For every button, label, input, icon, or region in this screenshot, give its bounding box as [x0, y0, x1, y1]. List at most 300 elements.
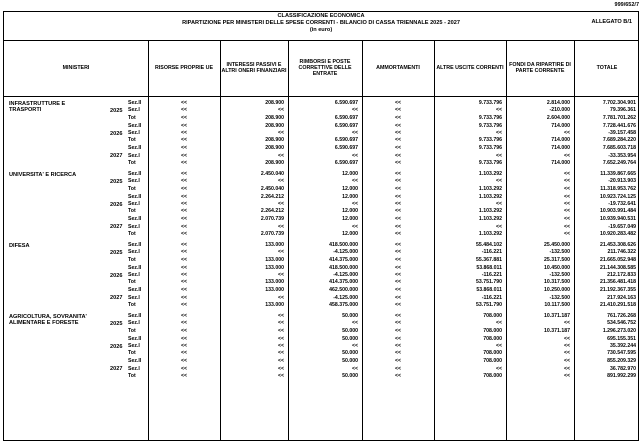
row-section-label: Sez.II [128, 242, 142, 248]
row-section-label: Sez.I [128, 152, 140, 159]
table-cell: 714.000 [551, 145, 570, 152]
table-cell: << [563, 365, 570, 372]
table-row [4, 208, 638, 215]
table-cell: << [394, 249, 402, 256]
table-cell: -33.353.954 [608, 152, 636, 159]
table-cell: 6.590.697 [334, 100, 358, 106]
table-cell: 133.000 [265, 287, 284, 294]
table-cell: 6.590.697 [334, 145, 358, 152]
table-cell: << [180, 223, 188, 230]
table-frame [3, 11, 639, 441]
row-section-label: Tot [128, 185, 136, 192]
allegato-label: ALLEGATO B/1 [591, 19, 632, 25]
table-cell: << [563, 178, 570, 185]
table-cell: << [495, 152, 502, 159]
col-fondi: FONDI DA RIPARTIRE DI PARTE CORRENTE [509, 61, 571, 74]
year-label: 2025 [110, 107, 123, 114]
table-cell: 53.868.011 [476, 287, 502, 294]
table-row [4, 171, 638, 178]
table-cell: << [351, 178, 358, 185]
table-cell: 21.192.367.355 [599, 287, 636, 294]
table-cell: -210.000 [549, 107, 570, 114]
table-row [4, 366, 638, 373]
table-cell: << [180, 178, 188, 185]
table-cell: << [180, 373, 188, 379]
table-cell: << [277, 294, 284, 301]
table-cell: << [180, 294, 188, 301]
table-cell: << [180, 114, 188, 121]
table-cell: -39.157.458 [608, 130, 636, 136]
col-ammortamenti: AMMORTAMENTI [376, 64, 420, 71]
year-label: 2027 [110, 366, 123, 373]
table-cell: << [394, 264, 402, 271]
table-cell: << [277, 358, 284, 365]
table-cell: << [394, 294, 402, 301]
table-cell: << [394, 373, 402, 379]
table-cell: 55.367.881 [476, 256, 502, 263]
table-cell: << [180, 327, 188, 334]
table-cell: << [180, 107, 188, 114]
table-cell: << [180, 264, 188, 271]
table-row [4, 287, 638, 294]
table-cell: 53.751.790 [476, 279, 502, 286]
year-label: 2027 [110, 295, 123, 302]
table-cell: << [277, 249, 284, 256]
table-cell: 2.604.000 [546, 114, 570, 121]
row-section-label: Sez.I [128, 272, 140, 278]
table-cell: 208.900 [265, 160, 284, 166]
table-cell: 9.733.796 [478, 114, 502, 121]
table-cell: << [180, 231, 188, 237]
table-cell: << [180, 201, 188, 207]
table-cell: 11.318.953.762 [600, 185, 636, 192]
table-row [4, 130, 638, 137]
table-row [4, 328, 638, 335]
table-cell: << [351, 152, 358, 159]
table-cell: 50.000 [342, 358, 358, 365]
table-cell: << [394, 231, 402, 237]
table-row [4, 336, 638, 343]
table-cell: 50.000 [342, 335, 358, 342]
table-cell: 695.155.351 [607, 335, 636, 342]
row-section-label: Sez.II [128, 193, 142, 200]
table-cell: 50.000 [342, 327, 358, 334]
table-cell: 708.000 [483, 327, 502, 334]
table-cell: << [394, 327, 402, 334]
title-line-3: (in euro) [309, 27, 333, 33]
table-row [4, 201, 638, 208]
row-section-label: Sez.I [128, 223, 140, 230]
table-cell: << [394, 160, 402, 166]
table-cell: 21.410.291.518 [599, 302, 636, 308]
table-cell: << [277, 130, 284, 136]
row-section-label: Sez.II [128, 358, 142, 365]
row-section-label: Sez.I [128, 107, 140, 114]
table-cell: 414.375.000 [329, 256, 358, 263]
table-cell: << [277, 373, 284, 379]
col-risorse: RISORSE PROPRIE UE [155, 64, 213, 71]
table-cell: 7.685.603.718 [602, 145, 636, 152]
year-label: 2027 [110, 224, 123, 231]
table-cell: << [394, 350, 402, 357]
row-section-label: Sez.II [128, 335, 142, 342]
row-section-label: Sez.II [128, 122, 142, 129]
row-section-label: Tot [128, 137, 136, 144]
table-row [4, 115, 638, 122]
row-section-label: Sez.II [128, 313, 142, 319]
table-cell: -132.500 [549, 272, 570, 278]
table-cell: 891.992.299 [607, 373, 636, 379]
table-cell: 6.590.697 [334, 114, 358, 121]
table-cell: 10.939.940.531 [599, 216, 636, 223]
table-cell: << [180, 365, 188, 372]
year-label: 2025 [110, 320, 123, 327]
year-label: 2025 [110, 249, 123, 256]
table-cell: << [563, 208, 570, 215]
table-cell: 9.733.796 [478, 145, 502, 152]
table-cell: << [394, 302, 402, 308]
table-cell: << [180, 279, 188, 286]
table-cell: 714.000 [551, 122, 570, 129]
row-section-label: Sez.II [128, 264, 142, 271]
table-cell: 21.665.052.948 [599, 256, 636, 263]
table-cell: 50.000 [342, 373, 358, 379]
table-cell: 35.392.244 [610, 343, 636, 349]
table-cell: 708.000 [483, 313, 502, 319]
table-cell: << [277, 343, 284, 349]
table-cell: 208.900 [265, 100, 284, 106]
table-cell: << [180, 320, 188, 327]
table-cell: << [563, 231, 570, 237]
table-cell: -116.221 [481, 272, 502, 278]
table-cell: << [180, 160, 188, 166]
table-cell: 6.590.697 [334, 137, 358, 144]
table-row [4, 343, 638, 350]
row-section-label: Tot [128, 160, 136, 166]
table-row [4, 313, 638, 320]
year-label: 2026 [110, 201, 123, 208]
ministry-name-line: ALIMENTARE E FORESTE [9, 320, 79, 327]
row-section-label: Tot [128, 256, 136, 263]
table-cell: << [277, 320, 284, 327]
table-cell: << [180, 216, 188, 223]
table-cell: << [394, 107, 402, 114]
row-section-label: Sez.II [128, 171, 142, 177]
table-row [4, 160, 638, 167]
table-cell: 1.103.292 [478, 208, 502, 215]
table-cell: 1.296.273.020 [602, 327, 636, 334]
table-cell: << [351, 320, 358, 327]
table-cell: 7.728.441.676 [602, 122, 636, 129]
table-cell: << [394, 287, 402, 294]
table-row [4, 265, 638, 272]
table-cell: -116.221 [481, 249, 502, 256]
ministry-name-line: UNIVERSITA' E RICERCA [9, 172, 77, 178]
ministry-name-line: AGRICOLTURA, SOVRANITA' [9, 314, 87, 320]
ministry-name-line: TRASPORTI [9, 107, 42, 114]
table-cell: << [277, 327, 284, 334]
table-cell: 10.920.283.482 [599, 231, 636, 237]
table-cell: -20.913.903 [608, 178, 636, 185]
table-cell: << [277, 152, 284, 159]
table-cell: << [394, 114, 402, 121]
table-cell: 10.371.187 [544, 313, 570, 319]
table-cell: 53.751.790 [476, 302, 502, 308]
table-cell: 55.484.102 [476, 242, 502, 248]
row-section-label: Sez.II [128, 145, 142, 152]
table-cell: << [351, 343, 358, 349]
table-cell: << [351, 107, 358, 114]
table-cell: 208.900 [265, 122, 284, 129]
table-cell: 708.000 [483, 335, 502, 342]
table-cell: << [180, 171, 188, 177]
table-cell: 1.103.292 [478, 216, 502, 223]
row-section-label: Sez.I [128, 294, 140, 301]
table-cell: 133.000 [265, 302, 284, 308]
table-cell: << [495, 178, 502, 185]
table-cell: 9.733.796 [478, 100, 502, 106]
table-cell: 133.000 [265, 256, 284, 263]
table-cell: 12.000 [342, 208, 358, 215]
table-cell: << [180, 313, 188, 319]
table-cell: 50.000 [342, 313, 358, 319]
table-cell: 12.000 [342, 185, 358, 192]
table-cell: << [495, 320, 502, 327]
table-cell: << [394, 216, 402, 223]
table-cell: << [495, 130, 502, 136]
table-cell: << [394, 201, 402, 207]
table-cell: 462.500.000 [329, 287, 358, 294]
table-cell: << [180, 256, 188, 263]
table-cell: << [563, 193, 570, 200]
col-interessi: INTERESSI PASSIVI E ALTRI ONERI FINANZIARI [221, 61, 287, 74]
table-row [4, 194, 638, 201]
table-cell: << [394, 185, 402, 192]
table-cell: 10.450.000 [544, 264, 570, 271]
table-cell: 708.000 [483, 358, 502, 365]
year-label: 2025 [110, 178, 123, 185]
table-cell: << [277, 350, 284, 357]
table-cell: 7.652.249.764 [602, 160, 636, 166]
table-cell: << [394, 223, 402, 230]
table-cell: 2.450.040 [260, 171, 284, 177]
table-cell: 10.250.000 [544, 287, 570, 294]
table-cell: << [180, 272, 188, 278]
row-section-label: Sez.I [128, 365, 140, 372]
table-cell: << [180, 358, 188, 365]
table-cell: << [277, 178, 284, 185]
table-cell: << [180, 130, 188, 136]
table-row [4, 224, 638, 231]
row-section-label: Tot [128, 231, 136, 237]
table-cell: 133.000 [265, 264, 284, 271]
table-cell: -4.125.000 [333, 249, 358, 256]
col-totale: TOTALE [596, 64, 618, 71]
table-cell: 10.903.991.484 [599, 208, 636, 215]
title-line-2: RIPARTIZIONE PER MINISTERI DELLE SPESE CORRENTI - BILANCIO DI CASSA TRIENNALE 2025 - 2027 [182, 20, 460, 26]
table-cell: 12.000 [342, 231, 358, 237]
table-cell: -19.732.641 [608, 201, 636, 207]
table-cell: << [563, 350, 570, 357]
row-section-label: Tot [128, 114, 136, 121]
table-cell: << [277, 201, 284, 207]
table-row [4, 279, 638, 286]
table-row [4, 242, 638, 249]
ministry-name-line: DIFESA [9, 243, 30, 249]
table-cell: << [351, 365, 358, 372]
table-cell: << [563, 171, 570, 177]
table-cell: 11.339.867.665 [600, 171, 636, 177]
table-row [4, 107, 638, 114]
table-cell: 7.689.284.220 [602, 137, 636, 144]
table-cell: 2.264.212 [260, 193, 284, 200]
table-cell: 458.375.000 [329, 302, 358, 308]
table-row [4, 249, 638, 256]
table-cell: << [394, 242, 402, 248]
table-cell: 534.546.752 [607, 320, 636, 327]
table-cell: << [563, 223, 570, 230]
table-row [4, 145, 638, 152]
table-cell: 208.900 [265, 145, 284, 152]
year-label: 2026 [110, 343, 123, 350]
table-cell: 12.000 [342, 193, 358, 200]
table-cell: << [563, 343, 570, 349]
table-cell: -132.500 [549, 249, 570, 256]
table-row [4, 358, 638, 365]
table-cell: << [394, 178, 402, 185]
table-cell: << [394, 137, 402, 144]
row-section-label: Sez.I [128, 201, 140, 207]
table-cell: << [495, 107, 502, 114]
table-cell: << [180, 137, 188, 144]
table-row [4, 295, 638, 302]
table-cell: 21.144.308.585 [599, 264, 636, 271]
table-row [4, 123, 638, 130]
table-cell: << [394, 152, 402, 159]
table-cell: 79.396.361 [610, 107, 636, 114]
table-cell: 10.371.187 [544, 327, 570, 334]
table-cell: 6.590.697 [334, 122, 358, 129]
table-row [4, 320, 638, 327]
year-label: 2027 [110, 153, 123, 160]
table-cell: << [495, 343, 502, 349]
table-cell: 2.264.212 [260, 208, 284, 215]
table-cell: << [277, 365, 284, 372]
table-cell: << [394, 313, 402, 319]
table-cell: 7.781.701.262 [602, 114, 636, 121]
table-cell: << [351, 130, 358, 136]
table-cell: << [394, 272, 402, 278]
table-cell: << [180, 185, 188, 192]
table-cell: << [394, 122, 402, 129]
table-cell: 9.733.796 [478, 122, 502, 129]
table-cell: 730.547.595 [607, 350, 636, 357]
table-cell: 761.726.268 [607, 313, 636, 319]
table-row [4, 231, 638, 238]
table-cell: 2.070.739 [260, 216, 284, 223]
table-row [4, 216, 638, 223]
table-title-block [4, 12, 638, 41]
table-cell: 418.500.000 [329, 242, 358, 248]
table-row [4, 100, 638, 107]
table-cell: << [563, 201, 570, 207]
table-cell: 10.317.500 [544, 279, 570, 286]
table-cell: << [563, 152, 570, 159]
table-cell: 714.000 [551, 160, 570, 166]
table-cell: << [180, 100, 188, 106]
table-cell: 1.103.292 [478, 193, 502, 200]
table-cell: << [180, 242, 188, 248]
table-cell: -19.657.049 [608, 223, 636, 230]
table-cell: 25.450.000 [544, 242, 570, 248]
table-row [4, 373, 638, 380]
table-row [4, 350, 638, 357]
table-cell: 714.000 [551, 137, 570, 144]
year-label: 2026 [110, 272, 123, 279]
table-cell: << [277, 107, 284, 114]
table-row [4, 272, 638, 279]
table-cell: << [394, 130, 402, 136]
row-section-label: Sez.I [128, 130, 140, 136]
row-section-label: Tot [128, 373, 136, 379]
table-cell: << [180, 287, 188, 294]
table-cell: << [180, 122, 188, 129]
table-cell: 1.103.292 [478, 171, 502, 177]
table-cell: << [394, 171, 402, 177]
table-cell: 12.000 [342, 216, 358, 223]
table-cell: << [277, 335, 284, 342]
table-cell: << [394, 256, 402, 263]
table-cell: 708.000 [483, 373, 502, 379]
table-cell: 50.000 [342, 350, 358, 357]
row-section-label: Sez.I [128, 320, 140, 327]
table-cell: 414.375.000 [329, 279, 358, 286]
table-cell: 212.172.833 [607, 272, 636, 278]
table-cell: << [394, 358, 402, 365]
table-cell: << [394, 279, 402, 286]
table-cell: << [563, 335, 570, 342]
row-section-label: Tot [128, 302, 136, 308]
table-cell: 133.000 [265, 279, 284, 286]
table-cell: << [351, 201, 358, 207]
table-cell: 12.000 [342, 171, 358, 177]
table-cell: 10.117.500 [544, 302, 570, 308]
row-section-label: Sez.I [128, 249, 140, 256]
row-section-label: Sez.II [128, 100, 142, 106]
table-cell: << [394, 320, 402, 327]
table-cell: 208.900 [265, 137, 284, 144]
table-cell: << [563, 185, 570, 192]
table-row [4, 178, 638, 185]
table-cell: << [180, 335, 188, 342]
table-cell: << [180, 302, 188, 308]
table-row [4, 137, 638, 144]
table-cell: 7.702.304.901 [602, 100, 636, 106]
table-cell: << [495, 201, 502, 207]
table-row [4, 186, 638, 193]
table-cell: 1.103.292 [478, 231, 502, 237]
table-cell: 211.746.322 [607, 249, 636, 256]
table-cell: << [495, 223, 502, 230]
table-cell: 25.317.500 [544, 256, 570, 263]
table-cell: << [394, 365, 402, 372]
table-row [4, 302, 638, 309]
table-cell: 2.450.040 [260, 185, 284, 192]
table-cell: 9.733.796 [478, 160, 502, 166]
table-cell: << [180, 208, 188, 215]
page-code: 999/652/7 [614, 2, 639, 8]
table-cell: -4.125.000 [333, 272, 358, 278]
